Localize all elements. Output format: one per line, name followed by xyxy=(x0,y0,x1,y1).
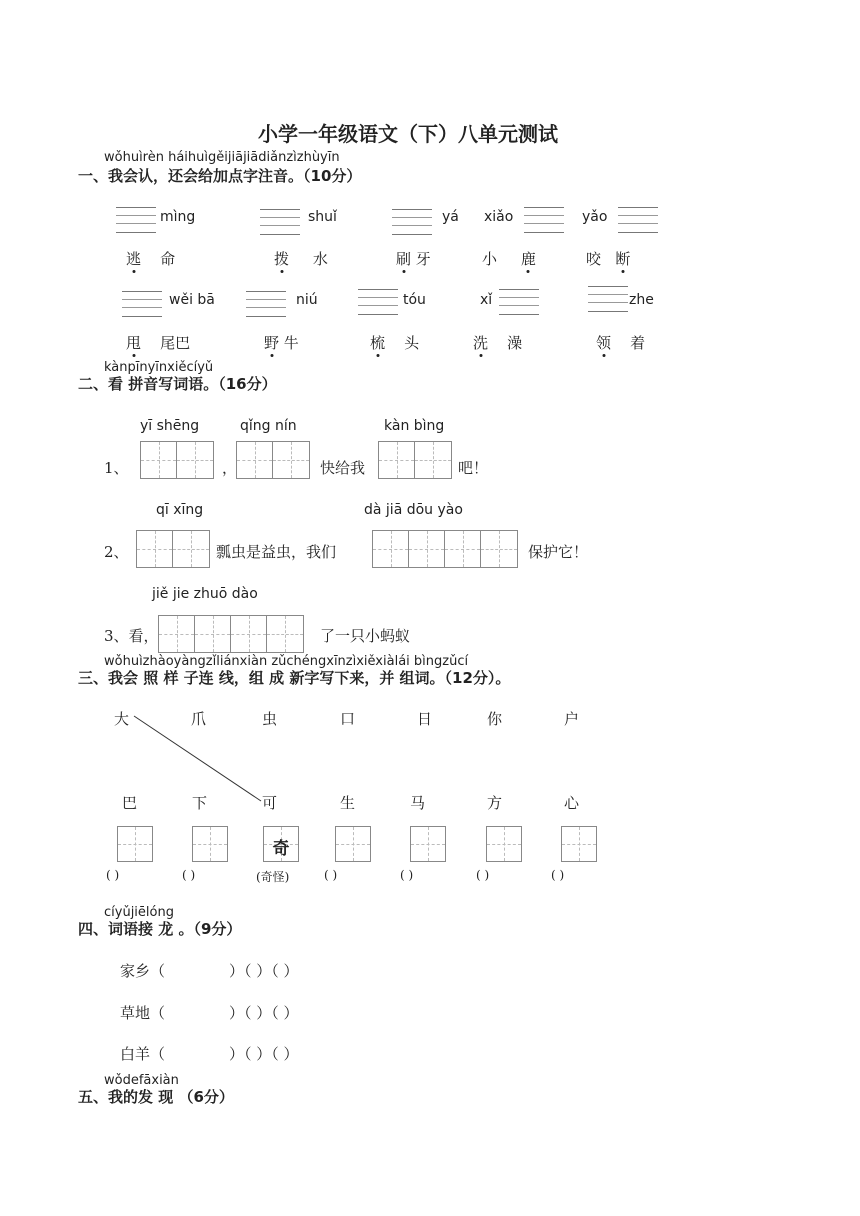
bottom-char: 生 xyxy=(340,794,356,812)
bottom-char: 可 xyxy=(262,794,278,812)
bottom-char: 马 xyxy=(410,794,426,812)
pinyin-hint: kàn bìng xyxy=(384,418,445,434)
question-number: 3、看， xyxy=(104,627,159,645)
answer-blank[interactable]: ( ) xyxy=(400,868,414,882)
sentence-text: 保护它！ xyxy=(528,543,589,561)
char-box[interactable] xyxy=(335,826,371,862)
sentence-text: 了一只小蚂蚁 xyxy=(320,627,411,645)
char-box[interactable] xyxy=(263,826,299,862)
top-char: 日 xyxy=(417,710,433,728)
answer-blank[interactable]: ( ) xyxy=(476,868,490,882)
word-text: 梳 头 xyxy=(370,334,420,352)
section2-heading: 二、看 拼音写词语。（16分） xyxy=(78,375,277,393)
section3-heading: 三、我会 照 样 子连 线，组 成 新字写下来，并 组词。（12分）。 xyxy=(78,669,511,687)
pinyin-hint: dà jiā dōu yào xyxy=(364,502,463,518)
pinyin-hint: tóu xyxy=(403,292,426,308)
top-char: 口 xyxy=(340,710,356,728)
sentence-text: 吧！ xyxy=(458,459,489,477)
chain-row[interactable]: 白羊（ ）（ ）（ ） xyxy=(120,1045,299,1063)
pinyin-hint: qǐng nín xyxy=(240,418,297,434)
bottom-char: 巴 xyxy=(122,794,138,812)
char-box[interactable] xyxy=(410,826,446,862)
word-text: 野 牛 xyxy=(264,334,299,352)
pinyin-hint: mìng xyxy=(160,209,196,225)
answer-example: (奇怪) xyxy=(256,870,290,884)
section1-heading: 一、我会认，还会给加点字注音。（10分） xyxy=(78,167,362,185)
answer-blank[interactable]: ( ) xyxy=(106,868,120,882)
sentence-text: 瓢虫是益虫，我们 xyxy=(216,543,337,561)
bottom-char: 心 xyxy=(564,794,580,812)
char-box[interactable] xyxy=(117,826,153,862)
section2-pinyin: kànpīnyīnxiěcíyǔ xyxy=(104,360,214,375)
word-text: 洗 澡 xyxy=(473,334,523,352)
pinyin-hint: xǐ xyxy=(480,292,493,308)
word-text: 刷 牙 xyxy=(396,250,431,268)
pinyin-hint: shuǐ xyxy=(308,209,337,225)
section1-pinyin: wǒhuìrèn háihuìgěijiājiādiǎnzìzhùyīn xyxy=(104,150,340,165)
top-char: 爪 xyxy=(191,710,207,728)
top-char: 户 xyxy=(564,710,580,728)
pinyin-hint: niú xyxy=(296,292,318,308)
pinyin-hint: qī xīng xyxy=(156,502,204,518)
page-title: 小学一年级语文（下）八单元测试 xyxy=(258,122,558,146)
word-text: 逃 命 xyxy=(126,250,176,268)
section3-pinyin: wǒhuìzhàoyàngzǐliánxiàn zǔchéngxīnzìxiěxiàlái bìngzǔcí xyxy=(104,654,469,669)
chain-row[interactable]: 草地（ ）（ ）（ ） xyxy=(120,1004,299,1022)
answer-blank[interactable]: ( ) xyxy=(182,868,196,882)
pinyin-hint: wěi bā xyxy=(169,292,215,308)
pinyin-hint: zhe xyxy=(629,292,654,308)
bottom-char: 方 xyxy=(487,794,503,812)
pinyin-hint: yī shēng xyxy=(140,418,200,434)
top-char: 虫 xyxy=(262,710,278,728)
pinyin-hint: xiǎo xyxy=(484,209,514,225)
answer-blank[interactable]: ( ) xyxy=(551,868,565,882)
char-box[interactable] xyxy=(561,826,597,862)
word-text: 领 着 xyxy=(596,334,646,352)
section5-pinyin: wǒdefāxiàn xyxy=(104,1073,179,1088)
pinyin-hint: jiě jie zhuō dào xyxy=(152,586,258,602)
pinyin-hint: yá xyxy=(442,209,459,225)
chain-row[interactable]: 家乡（ ）（ ）（ ） xyxy=(120,962,299,980)
question-number: 2、 xyxy=(104,543,129,561)
example-char: 奇 xyxy=(272,839,290,859)
word-text: 小 鹿 xyxy=(482,250,536,268)
section4-pinyin: cíyǔjiēlóng xyxy=(104,905,174,920)
char-box[interactable] xyxy=(192,826,228,862)
punctuation: ， xyxy=(222,459,238,477)
question-number: 1、 xyxy=(104,459,129,477)
char-box[interactable] xyxy=(486,826,522,862)
word-text: 拨 水 xyxy=(274,250,328,268)
pinyin-hint: yǎo xyxy=(582,209,608,225)
top-char: 大 xyxy=(114,710,130,728)
sentence-text: 快给我 xyxy=(320,459,366,477)
answer-blank[interactable]: ( ) xyxy=(324,868,338,882)
section5-heading: 五、我的发 现 （6分） xyxy=(78,1088,234,1106)
top-char: 你 xyxy=(487,710,503,728)
section4-heading: 四、词语接 龙 。（9分） xyxy=(78,920,242,938)
word-text: 甩 尾巴 xyxy=(126,334,191,352)
bottom-char: 下 xyxy=(192,794,208,812)
word-text: 咬 断 xyxy=(586,250,631,268)
